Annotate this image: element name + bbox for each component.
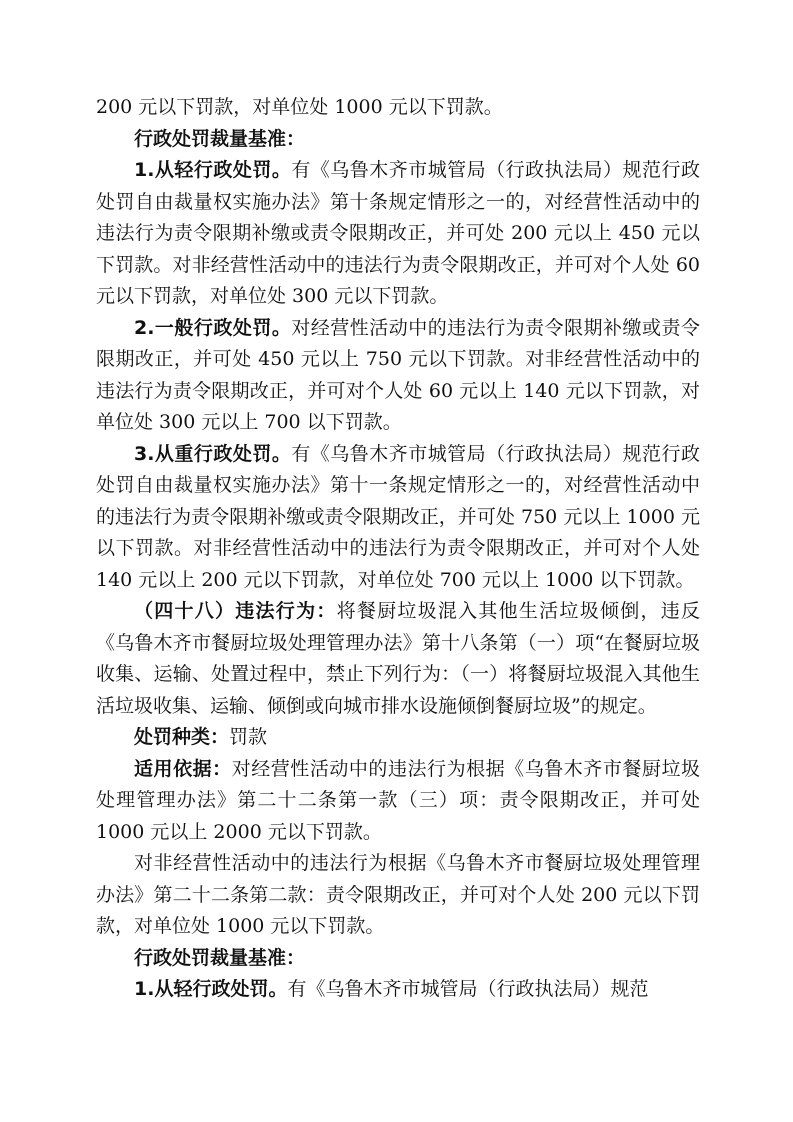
paragraph-body: 将餐厨垃圾混入其他生活垃圾倾倒，违反《乌鲁木齐市餐厨垃圾处理管理办法》第十八条第（一）项“在餐厨垃圾收集、运输、处置过程中，禁止下列行为：（一）将餐厨垃圾混入其他生活垃圾收集、运输、倾倒或向城市排水设施倾倒餐厨垃圾”的规定。	[96, 600, 700, 717]
paragraph-violation-48	[96, 596, 700, 722]
paragraph-lead: 处罚种类：	[134, 726, 230, 748]
paragraph-body: 对经营性活动中的违法行为责令限期补缴或责令限期改正，并可处 450 元以上 750 元以下罚款。对非经营性活动中的违法行为责令限期改正，并可对个人处 60 元以上 140 元以下罚款，对单位处 300 元以上 700 以下罚款。	[96, 316, 700, 433]
paragraph-lead: 2.一般行政处罚。	[134, 316, 292, 339]
section-heading-discretion-standard: 行政处罚裁量基准：	[134, 127, 306, 150]
paragraph-heavy-penalty	[96, 439, 700, 597]
paragraph-legal-basis	[96, 754, 700, 849]
paragraph-body: 罚款	[229, 726, 268, 748]
paragraph-lead: 1.从轻行政处罚。	[134, 978, 288, 1000]
paragraph-penalty-type	[96, 722, 700, 754]
paragraph-general-penalty	[96, 313, 700, 439]
paragraph-lenient-penalty	[96, 155, 700, 313]
paragraph-non-commercial-basis: 对非经营性活动中的违法行为根据《乌鲁木齐市餐厨垃圾处理管理办法》第二十二条第二款：责令限期改正，并可对个人处 200 元以下罚款，对单位处 1000 元以下罚款。	[96, 852, 700, 937]
text-line-continuation: 200 元以下罚款，对单位处 1000 元以下罚款。	[96, 96, 503, 118]
document-page	[96, 92, 700, 1006]
section-heading-discretion-standard-2: 行政处罚裁量基准：	[134, 946, 306, 969]
paragraph-lenient-penalty-2	[96, 974, 700, 1006]
paragraph-body: 有《乌鲁木齐市城管局（行政执法局）规范行政处罚自由裁量权实施办法》第十条规定情形之一的，对经营性活动中的违法行为责令限期补缴或责令限期改正，并可处 200 元以上 450 元以下罚款。对非经营性活动中的违法行为责令限期改正，并可对个人处 60 元以下罚款，对单位处 300 元以下罚款。	[96, 159, 700, 307]
paragraph-body: 对经营性活动中的违法行为根据《乌鲁木齐市餐厨垃圾处理管理办法》第二十二条第一款（三）项：责令限期改正，并可处 1000 元以上 2000 元以下罚款。	[96, 757, 700, 843]
paragraph-body: 有《乌鲁木齐市城管局（行政执法局）规范行政处罚自由裁量权实施办法》第十一条规定情形之一的，对经营性活动中的违法行为责令限期补缴或责令限期改正，并可处 750 元以上 1000 元以下罚款。对非经营性活动中的违法行为责令限期改正，并可对个人处 140 元以上 200 元以下罚款，对单位处 700 元以上 1000 以下罚款。	[96, 442, 700, 591]
paragraph-lead: 3.从重行政处罚。	[134, 442, 292, 465]
paragraph-lead: 1.从轻行政处罚。	[134, 159, 292, 181]
paragraph-body: 有《乌鲁木齐市城管局（行政执法局）规范	[287, 978, 649, 1000]
paragraph-lead: 适用依据：	[134, 757, 232, 780]
paragraph-lead: （四十八）违法行为：	[134, 600, 337, 622]
